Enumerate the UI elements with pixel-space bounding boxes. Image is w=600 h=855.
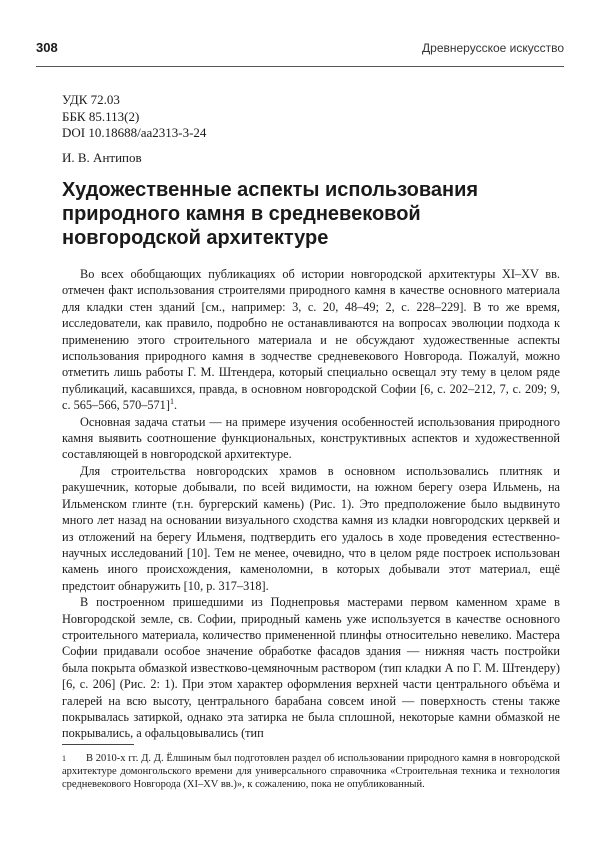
paragraph: Для строительства новгородских храмов в основном использовались плитняк и ракушечник, которые добывали, по всей видимости, на южном берегу озера Ильмень, на Ильменском глинте (т.н. бургерский камень) (Рис. 1). Это предположение было выдвинуто много лет назад на основании визуального сходства камня из кладки новгородских церквей и из отложений на берегу Ильменя, подтвердить его удалось в ходе проведения естественно-научных исследований [10]. Тем не менее, очевидно, что в целом ряде построек использован камень иного происхождения, каменоломни, в которых добывали этот материал, ещё предстоит обнаружить [10, p. 317–318]. [62, 463, 560, 593]
header-rule [36, 66, 564, 67]
article-title: Художественные аспекты использования природного камня в средневековой новгородской архитектуре [62, 179, 479, 249]
article-metadata [62, 92, 206, 142]
paragraph [62, 266, 560, 414]
footnote-rule [62, 744, 134, 745]
paragraph: Основная задача статьи — на примере изучения особенностей использования природного камня выявить соотношение функциональных, конструктивных аспектов и художественной составляющей в новгородской архитектуре. [62, 414, 560, 462]
doi: DOI 10.18688/aa2313-3-24 [62, 125, 207, 140]
paragraph-text-tail: . [173, 398, 178, 413]
bbk-code: ББК 85.113(2) [62, 108, 140, 124]
journal-name: Древнерусское искусство [422, 41, 564, 55]
footnote-marker: 1 [62, 754, 66, 763]
page-number: 308 [36, 40, 58, 55]
author-name: И. В. Антипов [62, 150, 142, 165]
paragraph-text: Во всех обобщающих публикациях об истории новгородской архитектуры XI–XV вв. отмечен факт использования строителями природного камня в качестве основного материала для кладки стен зданий [см., например: 3, с. 20, 48–49; 2, с. 228–229]. В то же время, исследователи, как правило, подробно не останавливаются на вопросах эволюции подхода к применению этого строительного материала и не обсуждают художественные аспекты использования природного камня в зодчестве средневекового Новгорода. Пожалуй, можно отметить лишь работы Г. М. Штендера, который специально освещал эту тему в целом ряде публикаций, касавшихся, правда, в основном новгородской Софии [6, с. 202–212, 7, с. 209; 9, с. 565–566, 570–571] [62, 267, 560, 413]
footnote [62, 752, 560, 792]
paragraph: В построенном пришедшими из Поднепровья мастерами первом каменном храме в Новгородской земле, св. Софии, природный камень уже используется в качестве основного строительного материала, количество примененной плинфы относительно невелико. Мастера Софии придавали особое значение обработке фасадов здания — нижняя часть постройки была покрыта обмазкой известково-цемяночным раствором (тип кладки А по Г. М. Штендеру) [6, с. 206] (Рис. 2: 1). При этом характер оформления верхней части центрального объёма и галерей на всю высоту, центрального барабана совсем иной — поверхность стены также покрывалась затиркой, однако эта затирка не была сплошной, некоторые камни обмазкой не покрывались, а офальцовывались (тип [62, 595, 560, 741]
article-body [62, 266, 560, 742]
running-head [36, 40, 564, 60]
udk-code: УДК 72.03 [62, 92, 120, 107]
footnote-reference: 1 [169, 397, 174, 407]
footnote-text: В 2010-х гг. Д. Д. Ёлшиным был подготовлен раздел об использовании природного камня в новгородской архитектуре домонгольского времени для универсального справочника «Строительная техника и технология средневекового Новгорода (XI–XV вв.)», к сожалению, пока не опубликованный. [62, 753, 560, 791]
